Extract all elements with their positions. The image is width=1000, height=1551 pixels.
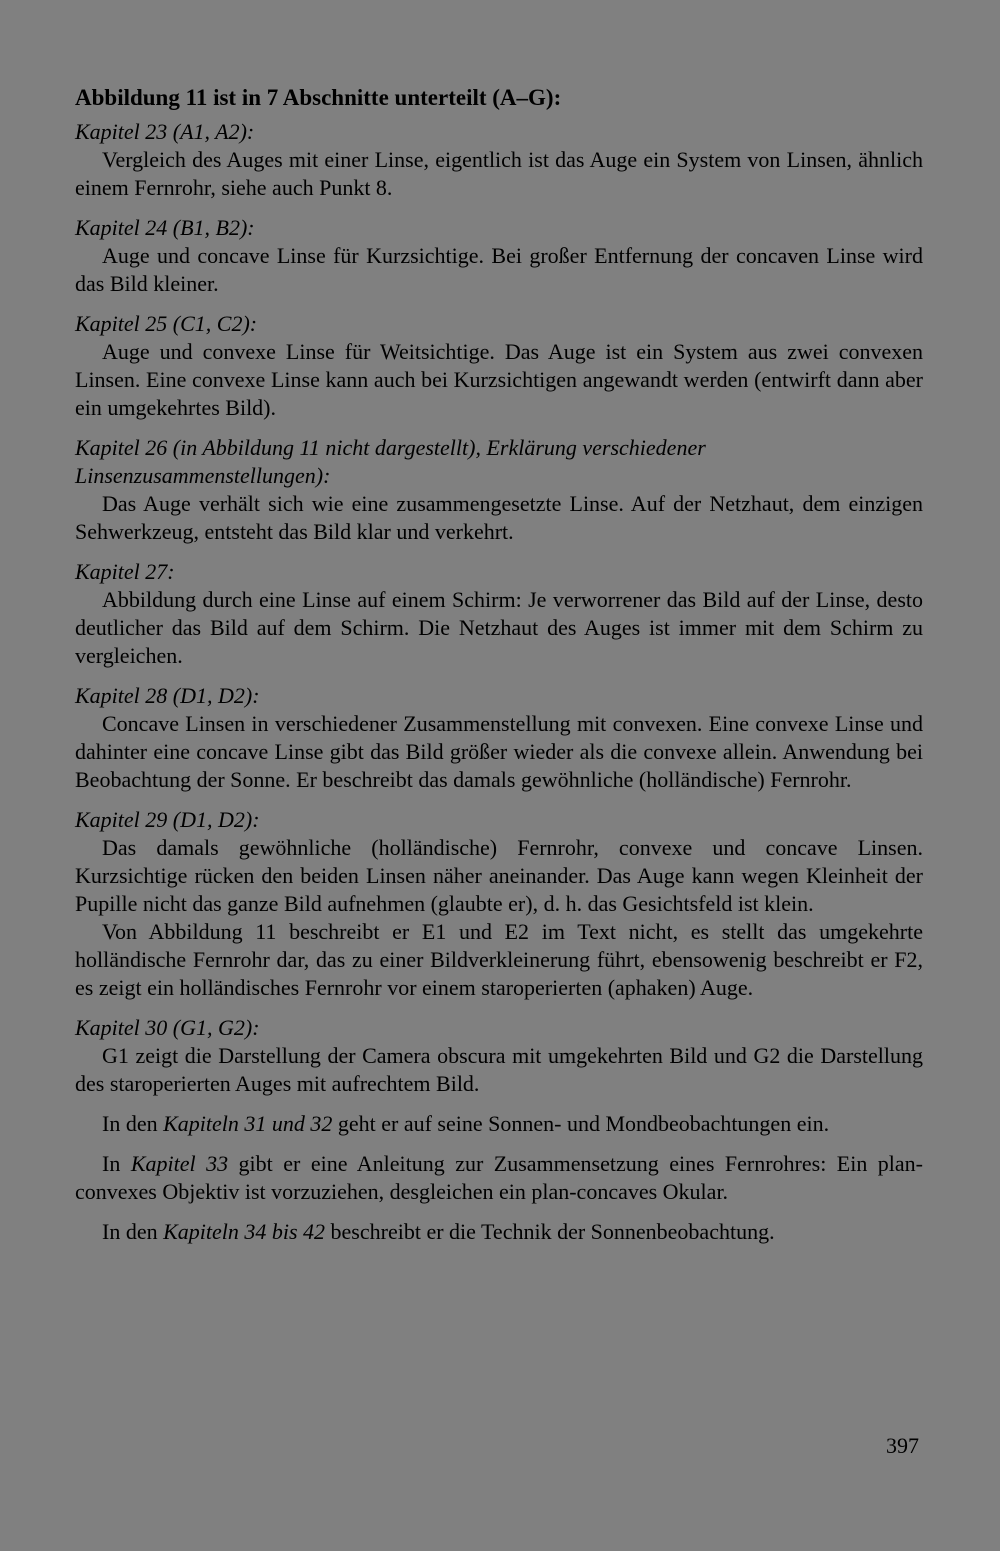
paragraph-text: In — [102, 1151, 131, 1176]
chapter-label: Kapitel 26 (in Abbildung 11 nicht dargestellt), Erklärung verschiedener Linsenzusammenstellungen): — [75, 435, 706, 488]
page-number: 397 — [886, 1433, 919, 1458]
chapter-section — [75, 682, 923, 794]
chapter-paragraph: Auge und convexe Linse für Weitsichtige. Das Auge ist ein System aus zwei convexen Linsen. Eine convexe Linse kann auch bei Kurzsichtigen angewandt werden (entwirft dann aber ein umgekehrtes Bild). — [75, 339, 923, 420]
chapter-section — [75, 1014, 923, 1098]
chapter-label: Kapitel 24 (B1, B2): — [75, 215, 255, 240]
paragraph-text: In den — [102, 1111, 164, 1136]
section-heading: Abbildung 11 ist in 7 Abschnitte unterteilt (A–G): — [75, 85, 562, 110]
chapter-label: Kapitel 28 (D1, D2): — [75, 683, 260, 708]
paragraph-text: beschreibt er die Technik der Sonnenbeobachtung. — [325, 1219, 775, 1244]
page-content — [75, 82, 923, 1258]
chapter-label: Kapitel 25 (C1, C2): — [75, 311, 258, 336]
closing-paragraph — [75, 1150, 923, 1206]
chapter-section — [75, 558, 923, 670]
chapter-paragraph: Auge und concave Linse für Kurzsichtige. Bei großer Entfernung der concaven Linse wird das Bild kleiner. — [75, 243, 923, 296]
chapter-section — [75, 118, 923, 202]
chapter-paragraph: Vergleich des Auges mit einer Linse, eigentlich ist das Auge ein System von Linsen, ähnlich einem Fernrohr, siehe auch Punkt 8. — [75, 147, 923, 200]
chapter-reference: Kapitel 33 — [130, 1151, 229, 1176]
chapter-paragraph: Das damals gewöhnliche (holländische) Fernrohr, convexe und concave Linsen. Kurzsichtige rücken den beiden Linsen näher aneinander. Das Auge kann wegen Kleinheit der Pupille nicht das ganze Bild aufnehmen (glaubte er), d. h. das Gesichtsfeld ist klein. — [75, 835, 923, 916]
chapter-paragraph: Abbildung durch eine Linse auf einem Schirm: Je verworrener das Bild auf der Linse, desto deutlicher das Bild auf dem Schirm. Die Netzhaut des Auges ist immer mit dem Schirm zu vergleichen. — [75, 587, 923, 668]
chapter-section — [75, 434, 923, 546]
chapter-label: Kapitel 29 (D1, D2): — [75, 807, 260, 832]
chapter-section — [75, 806, 923, 1002]
chapter-paragraph: Concave Linsen in verschiedener Zusammenstellung mit convexen. Eine convexe Linse und dahinter eine concave Linse gibt das Bild größer wieder als die convexe allein. Anwendung bei Beobachtung der Sonne. Er beschreibt das damals gewöhnliche (holländische) Fernrohr. — [75, 711, 923, 792]
chapter-section — [75, 310, 923, 422]
paragraph-text: In den — [102, 1219, 164, 1244]
paragraph-text: geht er auf seine Sonnen- und Mondbeobachtungen ein. — [332, 1111, 830, 1136]
chapter-reference: Kapiteln 34 bis 42 — [163, 1219, 326, 1244]
chapter-paragraph: G1 zeigt die Darstellung der Camera obscura mit umgekehrten Bild und G2 die Darstellung des staroperierten Auges mit aufrechtem Bild. — [75, 1043, 923, 1096]
chapter-paragraph: Das Auge verhält sich wie eine zusammengesetzte Linse. Auf der Netzhaut, dem einzigen Sehwerkzeug, entsteht das Bild klar und verkehrt. — [75, 491, 923, 544]
paragraph-text: gibt er eine Anleitung zur Zusammensetzung eines Fernrohres: Ein plan-convexes Objektiv ist vorzuziehen, desgleichen ein plan-concaves Okular. — [75, 1151, 924, 1204]
closing-paragraph — [75, 1110, 923, 1138]
chapter-label: Kapitel 27: — [75, 559, 175, 584]
chapter-reference: Kapiteln 31 und 32 — [163, 1111, 333, 1136]
chapter-section — [75, 214, 923, 298]
chapter-label: Kapitel 30 (G1, G2): — [75, 1015, 260, 1040]
chapter-label: Kapitel 23 (A1, A2): — [75, 119, 255, 144]
chapter-paragraph: Von Abbildung 11 beschreibt er E1 und E2 im Text nicht, es stellt das umgekehrte holländische Fernrohr dar, das zu einer Bildverkleinerung führt, ebensowenig beschreibt er F2, es zeigt ein holländisches Fernrohr vor einem staroperierten (aphaken) Auge. — [75, 919, 923, 1000]
closing-paragraph — [75, 1218, 923, 1246]
